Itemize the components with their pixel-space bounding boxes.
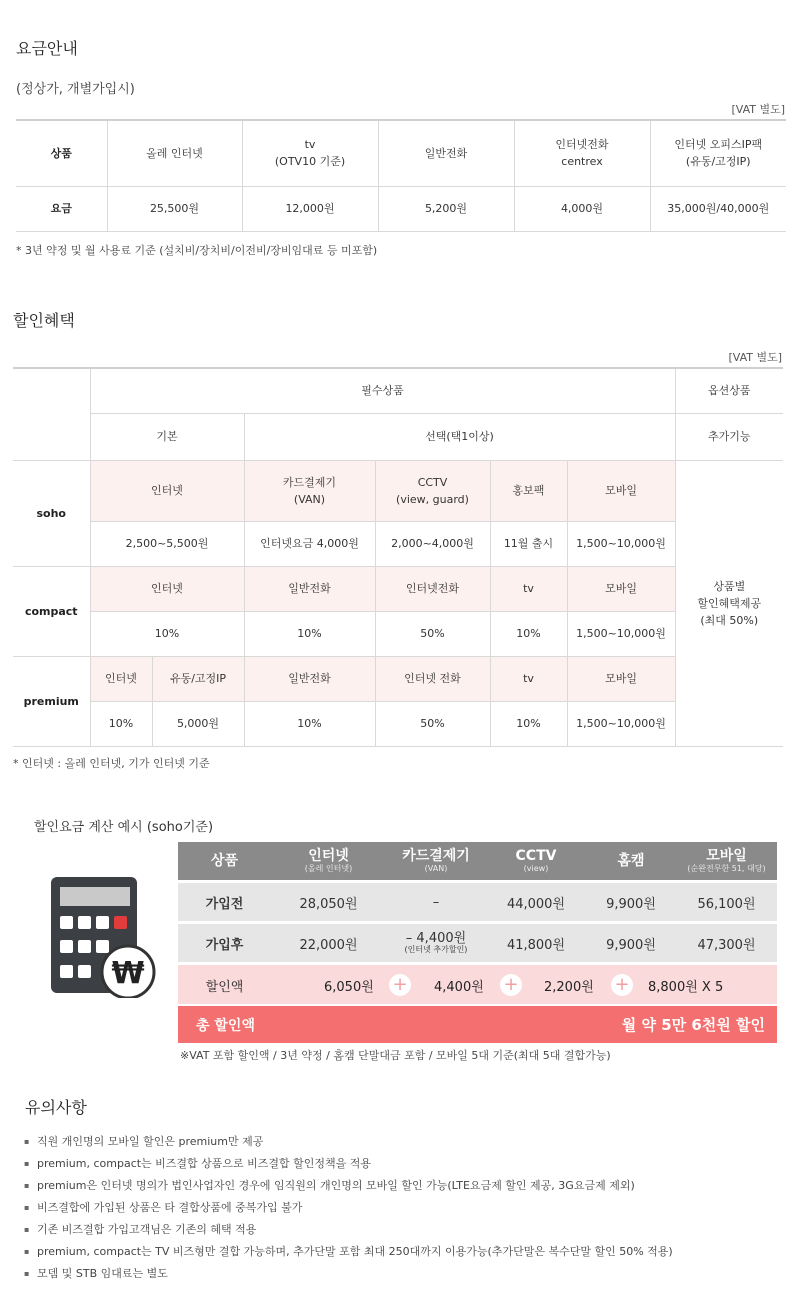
- soho-item-promo: 홍보팩: [490, 460, 567, 521]
- addon-header: 추가기능: [675, 413, 783, 460]
- plus-icon: +: [611, 974, 633, 996]
- calc-before-cctv: 44,000원: [506, 896, 566, 912]
- calc-before-row: [178, 883, 777, 921]
- calc-before-homecam: 9,900원: [606, 896, 656, 912]
- premium-label: premium: [13, 656, 90, 746]
- calc-discount-internet: 6,050원: [324, 980, 374, 995]
- compact-value-phone: 10%: [244, 611, 375, 656]
- premium-item-phone: 일반전화: [244, 656, 375, 701]
- pricing-price-row: [16, 186, 786, 231]
- soho-label: soho: [13, 460, 90, 566]
- calc-header-internet: 인터넷 (올레 인터넷): [304, 848, 353, 873]
- premium-value-internet: 10%: [90, 701, 152, 746]
- premium-item-tv: tv: [490, 656, 567, 701]
- premium-item-internet: 인터넷: [90, 656, 152, 701]
- calc-footnote: ※VAT 포함 할인액 / 3년 약정 / 홈캠 단말대금 포함 / 모바일 5대 기준(최대 5대 결합가능): [180, 1049, 611, 1062]
- compact-item-tv: tv: [490, 566, 567, 611]
- calc-header-row: [178, 842, 777, 880]
- soho-item-card: 카드결제기 (VAN): [244, 460, 375, 521]
- addon-desc: 상품별 할인혜택제공 (최대 50%): [675, 460, 783, 746]
- pricing-subtitle: (정상가, 개별가입시): [16, 82, 135, 97]
- compact-value-mobile: 1,500~10,000원: [567, 611, 675, 656]
- calc-after-label: 가입후: [205, 937, 244, 953]
- price-tv: 12,000원: [242, 186, 378, 231]
- discount-vat-note: [VAT 별도]: [728, 351, 782, 364]
- premium-value-ip: 5,000원: [152, 701, 244, 746]
- calc-after-homecam: 9,900원: [606, 937, 656, 953]
- compact-label: compact: [13, 566, 90, 656]
- soho-items-row: [13, 460, 783, 521]
- calc-header-mobile: 모바일 (순완전무한 51, 대당): [687, 848, 766, 873]
- notes-title: 유의사항: [25, 1098, 87, 1117]
- calc-after-internet: 22,000원: [299, 937, 358, 953]
- calc-after-row: [178, 924, 777, 962]
- pricing-title: 요금안내: [16, 39, 78, 58]
- calc-discount-row: [178, 965, 777, 1004]
- pricing-header-internet: 올레 인터넷: [107, 120, 242, 186]
- discount-footnote: * 인터넷 : 올레 인터넷, 기가 인터넷 기준: [13, 757, 210, 770]
- calc-after-card: – 4,400원 (인터넷 추가할인): [404, 931, 468, 954]
- required-header: 필수상품: [90, 368, 675, 413]
- compact-item-mobile: 모바일: [567, 566, 675, 611]
- compact-value-internet: 10%: [90, 611, 244, 656]
- soho-item-internet: 인터넷: [90, 460, 244, 521]
- calc-total-label: 총 할인액: [196, 1018, 255, 1034]
- soho-item-mobile: 모바일: [567, 460, 675, 521]
- list-item: ▪ 비즈결합에 가입된 상품은 타 결합상품에 중복가입 불가: [24, 1199, 784, 1221]
- calc-before-mobile: 56,100원: [697, 896, 756, 912]
- soho-value-internet: 2,500~5,500원: [90, 521, 244, 566]
- calc-table: [178, 842, 777, 1043]
- soho-value-mobile: 1,500~10,000원: [567, 521, 675, 566]
- calc-title: 할인요금 계산 예시 (soho기준): [34, 820, 214, 835]
- soho-item-cctv: CCTV (view, guard): [375, 460, 490, 521]
- calc-header-product: 상품: [210, 853, 239, 869]
- calc-header-cctv: CCTV (view): [515, 848, 557, 873]
- pricing-header-row: [16, 120, 786, 186]
- optional-header: 옵션상품: [675, 368, 783, 413]
- price-phone: 5,200원: [378, 186, 514, 231]
- price-office-ip: 35,000원/40,000원: [650, 186, 786, 231]
- premium-value-phone: 10%: [244, 701, 375, 746]
- pricing-header-product: 상품: [16, 120, 107, 186]
- list-item: ▪ 모뎀 및 STB 임대료는 별도: [24, 1265, 784, 1287]
- pricing-header-office-ip: 인터넷 오피스IP팩 (유동/고정IP): [650, 120, 786, 186]
- calc-discount-cctv: 2,200원: [544, 980, 594, 995]
- calc-header-homecam: 홈캠: [617, 853, 645, 869]
- calc-total-row: [178, 1006, 777, 1043]
- calc-before-internet: 28,050원: [299, 896, 358, 912]
- plus-icon: +: [389, 974, 411, 996]
- premium-values-row: [13, 701, 783, 746]
- compact-items-row: [13, 566, 783, 611]
- list-item: ▪ 직원 개인명의 모바일 할인은 premium만 제공: [24, 1133, 784, 1155]
- soho-values-row: [13, 521, 783, 566]
- price-internet-phone: 4,000원: [514, 186, 650, 231]
- soho-value-promo: 11월 출시: [490, 521, 567, 566]
- pricing-header-phone: 일반전화: [378, 120, 514, 186]
- pricing-vat-note: [VAT 별도]: [731, 103, 785, 116]
- calc-after-mobile: 47,300원: [697, 937, 756, 953]
- pricing-header-internet-phone: 인터넷전화 centrex: [514, 120, 650, 186]
- premium-item-mobile: 모바일: [567, 656, 675, 701]
- calc-discount-label: 할인액: [205, 980, 244, 995]
- discount-table: [13, 367, 783, 747]
- pricing-header-tv: tv (OTV10 기준): [242, 120, 378, 186]
- discount-corner: [13, 368, 90, 460]
- list-item: ▪ premium, compact는 비즈결합 상품으로 비즈결합 할인정책을 적용: [24, 1155, 784, 1177]
- compact-item-internet-phone: 인터넷전화: [375, 566, 490, 611]
- calc-discount-mobile: 8,800원 X 5: [648, 980, 724, 995]
- notes-list: [24, 1133, 784, 1287]
- premium-items-row: [13, 656, 783, 701]
- premium-value-mobile: 1,500~10,000원: [567, 701, 675, 746]
- select-header: 선택(택1이상): [244, 413, 675, 460]
- compact-item-internet: 인터넷: [90, 566, 244, 611]
- calc-before-card: –: [432, 894, 440, 910]
- compact-value-internet-phone: 50%: [375, 611, 490, 656]
- plus-icon: +: [500, 974, 522, 996]
- basic-header: 기본: [90, 413, 244, 460]
- calculator-won-icon: [50, 876, 158, 998]
- soho-value-card: 인터넷요금 4,000원: [244, 521, 375, 566]
- soho-value-cctv: 2,000~4,000원: [375, 521, 490, 566]
- pricing-row-label: 요금: [16, 186, 107, 231]
- compact-value-tv: 10%: [490, 611, 567, 656]
- list-item: ▪ premium, compact는 TV 비즈형만 결합 가능하며, 추가단말 포함 최대 250대까지 이용가능(추가단말은 복수단말 할인 50% 적용): [24, 1243, 784, 1265]
- premium-item-ip: 유동/고정IP: [152, 656, 244, 701]
- calc-after-cctv: 41,800원: [506, 937, 566, 953]
- pricing-table: [16, 119, 786, 232]
- premium-item-internet-phone: 인터넷 전화: [375, 656, 490, 701]
- pricing-footnote: * 3년 약정 및 월 사용료 기준 (설치비/장치비/이전비/장비임대료 등 미포함): [16, 244, 378, 257]
- list-item: ▪ premium은 인터넷 명의가 법인사업자인 경우에 임직원의 개인명의 모바일 할인 가능(LTE요금제 할인 제공, 3G요금제 제외): [24, 1177, 784, 1199]
- calc-header-card: 카드결제기 (VAN): [402, 848, 470, 873]
- calc-total-value: 월 약 5만 6천원 할인: [621, 1016, 765, 1034]
- compact-item-phone: 일반전화: [244, 566, 375, 611]
- discount-title: 할인혜택: [13, 311, 75, 330]
- compact-values-row: [13, 611, 783, 656]
- premium-value-internet-phone: 50%: [375, 701, 490, 746]
- list-item: ▪ 기존 비즈결합 가입고객님은 기존의 혜택 적용: [24, 1221, 784, 1243]
- price-internet: 25,500원: [107, 186, 242, 231]
- calc-before-label: 가입전: [205, 896, 244, 912]
- svg-text:₩: ₩: [111, 956, 145, 991]
- premium-value-tv: 10%: [490, 701, 567, 746]
- calc-discount-card: 4,400원: [434, 980, 484, 995]
